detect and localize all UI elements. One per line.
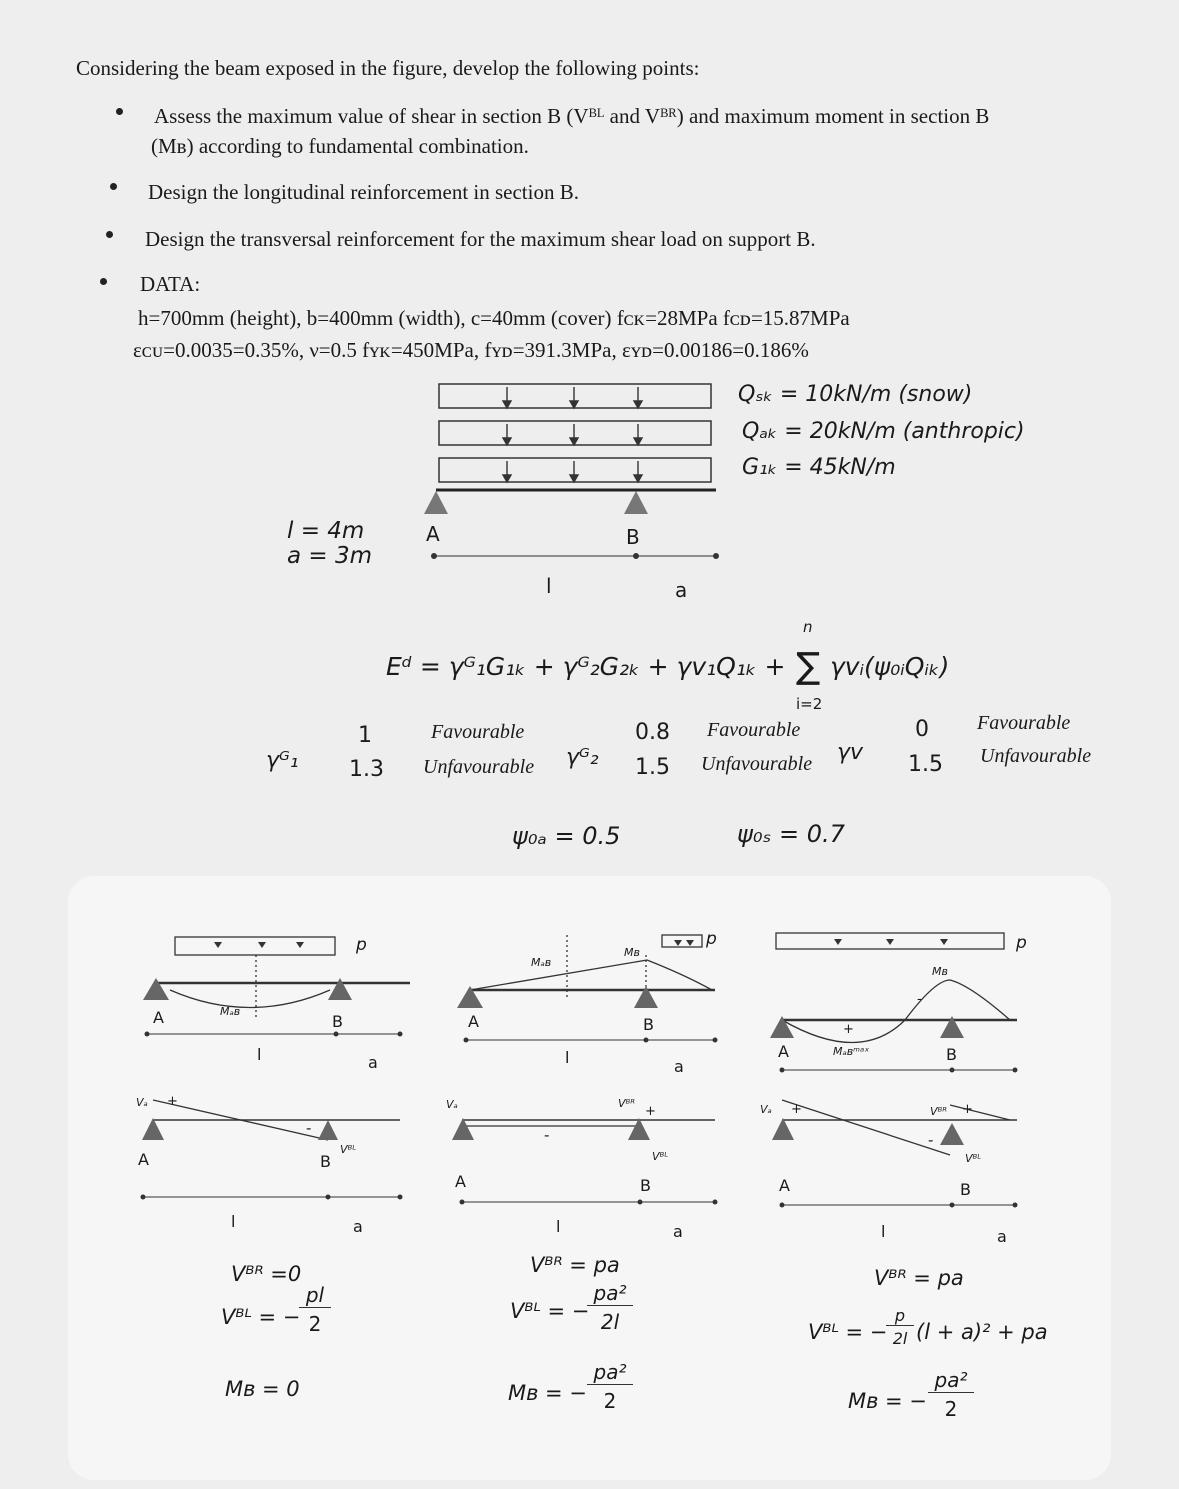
case1-shear-a-span: a [353, 1217, 363, 1236]
gamma-g1-fav: 1 [358, 723, 372, 748]
data-line-1: h=700mm (height), b=400mm (width), c=40mm (cover) fᴄᴋ=28MPa fᴄᴅ=15.87MPa [138, 306, 850, 330]
case1-label-l: l [257, 1045, 262, 1064]
case2-label-b: B [643, 1015, 654, 1034]
q-unf-label: Unfavourable [980, 745, 1092, 767]
gamma-g2: γᴳ₂ [566, 745, 599, 770]
case3-vbl-result: Vᴮᴸ = − [808, 1320, 888, 1344]
case3-vbl-label: Vᴮᴸ [965, 1152, 982, 1165]
case1-vbl-result: Vᴮᴸ = − [221, 1305, 301, 1329]
g1-unf-label: Unfavourable [423, 756, 535, 778]
case3-vbl-den: 2l [892, 1329, 908, 1348]
case1-vbl-num: pl [299, 1283, 331, 1308]
label-b: B [626, 525, 640, 549]
case1-shear-a: A [138, 1150, 149, 1169]
gamma-g2-fav: 0.8 [635, 720, 670, 745]
sum-upper: n [803, 618, 813, 636]
bullet-1-line2: (Mʙ) according to fundamental combination. [151, 134, 529, 158]
case3-label-b: B [946, 1045, 957, 1064]
case2-load-p: p [706, 929, 717, 949]
load-qak: Qₐₖ = 20kN/m (anthropic) [742, 419, 1025, 444]
case1-va: Vₐ [136, 1096, 148, 1109]
combination-formula: Eᵈ = γᴳ₁G₁ₖ + γᴳ₂G₂ₖ + γᴠ₁Q₁ₖ + [386, 652, 786, 681]
case1-label-b: B [332, 1012, 343, 1031]
case3-mb: Mʙ [932, 965, 948, 978]
case2-minus: - [544, 1126, 550, 1144]
case3-shear-l: l [881, 1222, 886, 1241]
case1-vbr-result: Vᴮᴿ =0 [231, 1262, 302, 1286]
case1-plus: + [167, 1094, 178, 1109]
case3-shear-b: B [960, 1180, 971, 1199]
case1-load-p: p [356, 935, 367, 955]
overhang-length: a = 3m [287, 543, 373, 569]
case2-vbl-num: pa² [587, 1281, 633, 1306]
case3-mb-result: Mʙ = − [848, 1389, 927, 1413]
case2-vbl-result: Vᴮᴸ = − [510, 1299, 590, 1323]
case3-plus: + [791, 1102, 802, 1117]
case2-label-a-span: a [674, 1057, 684, 1076]
case1-vbl-label: Vᴮᴸ [340, 1143, 357, 1156]
gamma-q-unf: 1.5 [908, 752, 943, 777]
case3-vbl-tail: (l + a)² + pa [916, 1320, 1048, 1344]
g2-fav-label: Favourable [707, 719, 801, 741]
load-qsk: Qₛₖ = 10kN/m (snow) [738, 382, 973, 407]
case3-label-a: A [778, 1042, 789, 1061]
gamma-q-fav: 0 [915, 717, 929, 742]
label-l: l [546, 574, 552, 598]
data-line-2: εᴄᴜ=0.0035=0.35%, ν=0.5 fʏᴋ=450MPa, fʏᴅ=391.3MPa, εʏᴅ=0.00186=0.186% [133, 338, 809, 362]
case1-shear-b: B [320, 1152, 331, 1171]
case3-minus: - [928, 1131, 934, 1149]
case3-shear-a-span: a [997, 1227, 1007, 1246]
case2-vbl-den: 2l [600, 1310, 620, 1334]
case3-va: Vₐ [760, 1103, 772, 1116]
label-a: A [426, 522, 440, 546]
case2-label-a: A [468, 1012, 479, 1031]
case2-shear-b: B [640, 1176, 651, 1195]
case2-mab: Mₐʙ [531, 956, 552, 969]
case1-shear-l: l [231, 1212, 236, 1231]
gamma-g1-unf: 1.3 [349, 757, 384, 782]
g1-fav-label: Favourable [431, 721, 525, 743]
case1-label-a-span: a [368, 1053, 378, 1072]
case2-vbr-result: Vᴮᴿ = pa [530, 1253, 620, 1277]
case1-mab: Mₐʙ [220, 1005, 241, 1018]
case3-vbr-result: Vᴮᴿ = pa [874, 1266, 964, 1290]
gamma-g1: γᴳ₁ [266, 748, 299, 773]
case3-shear-plus: + [962, 1102, 973, 1117]
case1-minus: - [306, 1119, 312, 1137]
span-length: l = 4m [287, 518, 365, 544]
case2-vbl-label: Vᴮᴸ [652, 1150, 669, 1163]
case1-label-a: A [153, 1008, 164, 1027]
case3-moment-minus: - [917, 992, 922, 1007]
q-fav-label: Favourable [977, 712, 1071, 734]
case2-shear-l: l [556, 1217, 561, 1236]
case2-vbr-label: Vᴮᴿ [618, 1097, 636, 1110]
gamma-q: γᴠ [837, 740, 864, 765]
psi-0s: ψ₀ₛ = 0.7 [737, 820, 845, 848]
bullet-2: Design the longitudinal reinforcement in section B. [148, 180, 579, 204]
bullet-3: Design the transversal reinforcement for the maximum shear load on support B. [145, 227, 816, 251]
gamma-g2-unf: 1.5 [635, 755, 670, 780]
case2-va: Vₐ [446, 1098, 458, 1111]
sum-sign: ∑ [796, 646, 821, 687]
case3-mb-num: pa² [928, 1368, 974, 1393]
case2-shear-a: A [455, 1172, 466, 1191]
combination-tail: γᴠᵢ(ψ₀ᵢQᵢₖ) [830, 652, 950, 681]
case3-mb-den: 2 [944, 1397, 958, 1421]
psi-0a: ψ₀ₐ = 0.5 [512, 822, 621, 850]
case2-plus: + [645, 1104, 656, 1119]
case2-mb-den: 2 [603, 1389, 617, 1413]
case3-vbl-num: p [886, 1306, 914, 1326]
load-g1k: G₁ₖ = 45kN/m [742, 455, 896, 480]
label-overhang-a: a [675, 578, 688, 602]
case3-load-p: p [1016, 933, 1027, 953]
case3-moment-plus: + [843, 1022, 854, 1037]
case3-mabmax: Mₐʙᵐᵃˣ [833, 1045, 870, 1058]
problem-intro: Considering the beam exposed in the figure, develop the following points: [76, 56, 700, 80]
g2-unf-label: Unfavourable [701, 753, 813, 775]
sum-lower: i=2 [796, 695, 823, 713]
case2-shear-a-span: a [673, 1222, 683, 1241]
data-heading: DATA: [140, 272, 201, 296]
case2-mb: Mʙ [624, 946, 640, 959]
case3-shear-a: A [779, 1176, 790, 1195]
case1-mb-result: Mʙ = 0 [225, 1377, 300, 1401]
case2-label-l: l [565, 1048, 570, 1067]
bullet-1-line1: Assess the maximum value of shear in section B (Vᴮᴸ and Vᴮᴿ) and maximum moment in section B [154, 104, 990, 128]
case1-vbl-den: 2 [308, 1312, 322, 1336]
case2-mb-result: Mʙ = − [508, 1381, 587, 1405]
case2-mb-num: pa² [587, 1360, 633, 1385]
case3-vbr-label: Vᴮᴿ [930, 1105, 948, 1118]
